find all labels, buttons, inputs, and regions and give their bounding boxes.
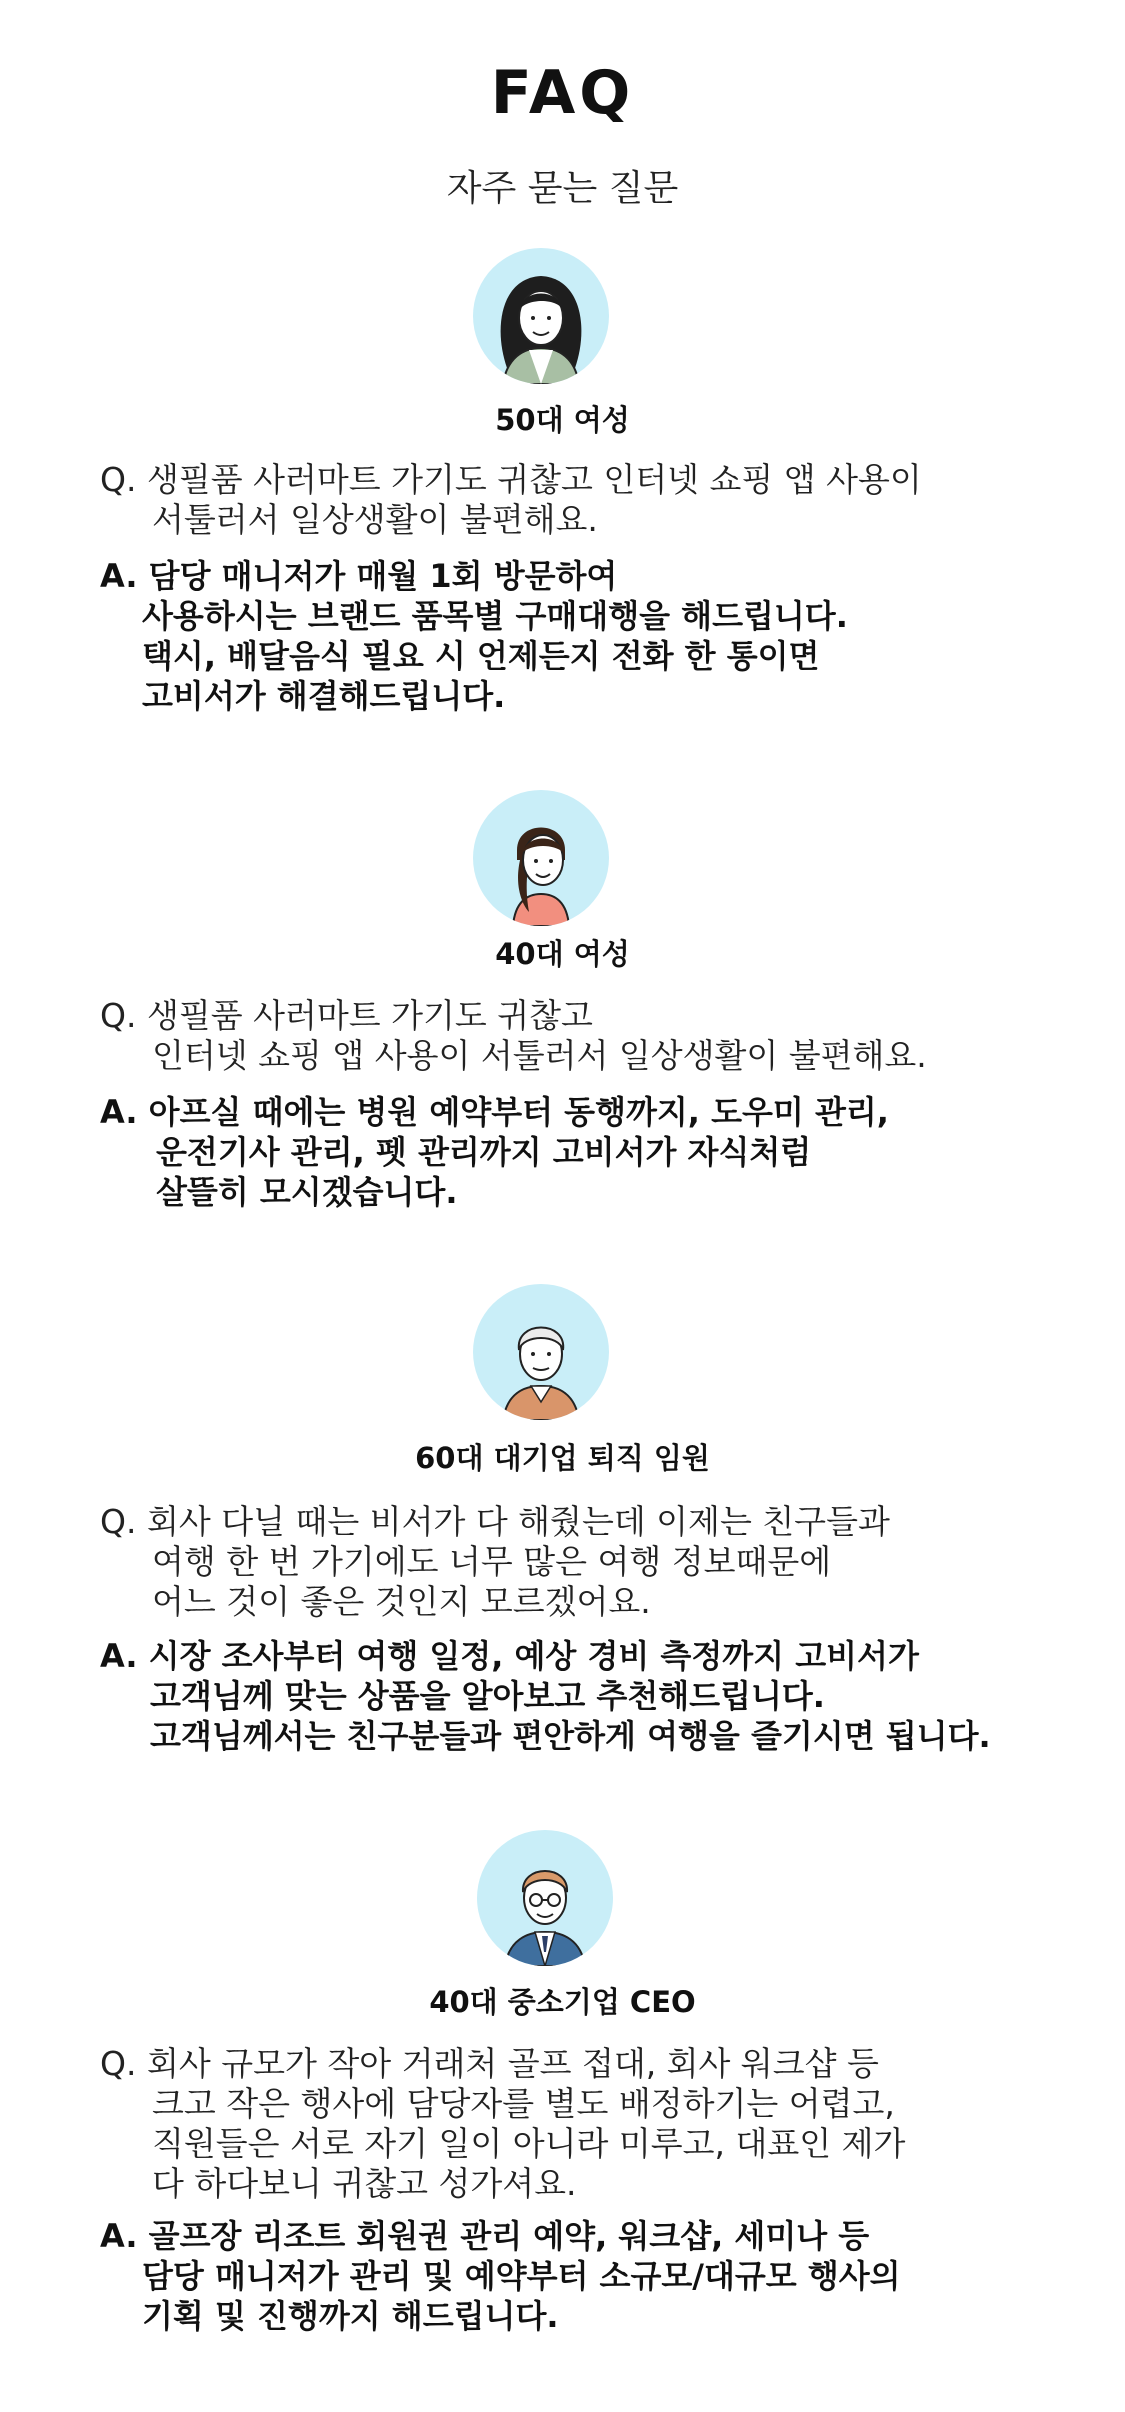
faq-answer [100,556,848,716]
answer-line: 살뜰히 모시겠습니다. [156,1173,458,1211]
faq-question [100,1502,890,1622]
faq-answer [100,1092,889,1212]
answer-line: A. 아프실 때에는 병원 예약부터 동행까지, 도우미 관리, [100,1093,889,1131]
answer-line: 고비서가 해결해드립니다. [142,677,506,715]
woman-long-hair-avatar-icon [473,248,609,384]
persona-label: 50대 여성 [495,403,630,437]
woman-ponytail-avatar-icon [473,790,609,926]
faq-question [100,2044,905,2204]
answer-line: 담당 매니저가 관리 및 예약부터 소규모/대규모 행사의 [142,2257,901,2295]
question-line: 여행 한 번 가기에도 너무 많은 여행 정보때문에 [152,1542,832,1581]
answer-line: 택시, 배달음식 필요 시 언제든지 전화 한 통이면 [142,637,820,675]
answer-line: 고객님께 맞는 상품을 알아보고 추천해드립니다. [150,1677,825,1715]
answer-line: 사용하시는 브랜드 품목별 구매대행을 해드립니다. [142,597,848,635]
question-line: Q. 생필품 사러마트 가기도 귀찮고 [100,996,593,1035]
answer-line: A. 담당 매니저가 매월 1회 방문하여 [100,557,618,595]
faq-answer [100,1636,991,1756]
question-line: 어느 것이 좋은 것인지 모르겠어요. [152,1582,651,1621]
faq-question [100,996,927,1076]
question-line: 크고 작은 행사에 담당자를 별도 배정하기는 어렵고, [152,2084,895,2123]
answer-line: A. 시장 조사부터 여행 일정, 예상 경비 측정까지 고비서가 [100,1637,919,1675]
question-line: Q. 생필품 사러마트 가기도 귀찮고 인터넷 쇼핑 앱 사용이 [100,460,922,499]
answer-line: 고객님께서는 친구분들과 편안하게 여행을 즐기시면 됩니다. [150,1717,991,1755]
persona-label: 60대 대기업 퇴직 임원 [415,1441,710,1475]
elderly-man-avatar-icon [473,1284,609,1420]
answer-line: 기획 및 진행까지 해드립니다. [142,2297,559,2335]
businessman-glasses-avatar-icon [477,1830,613,1966]
persona-label: 40대 여성 [495,937,630,971]
question-line: 직원들은 서로 자기 일이 아니라 미루고, 대표인 제가 [152,2124,906,2163]
faq-answer [100,2216,901,2336]
question-line: 다 하다보니 귀찮고 성가셔요. [152,2164,577,2203]
page-subtitle: 자주 묻는 질문 [446,168,679,209]
question-line: 인터넷 쇼핑 앱 사용이 서툴러서 일상생활이 불편해요. [152,1036,927,1075]
question-line: Q. 회사 규모가 작아 거래처 골프 접대, 회사 워크샵 등 [100,2044,879,2083]
persona-label: 40대 중소기업 CEO [429,1985,696,2019]
answer-line: 운전기사 관리, 펫 관리까지 고비서가 자식처럼 [156,1133,812,1171]
question-line: 서툴러서 일상생활이 불편해요. [152,500,598,539]
faq-question [100,460,922,540]
question-line: Q. 회사 다닐 때는 비서가 다 해줬는데 이제는 친구들과 [100,1502,890,1541]
page-title: FAQ [490,58,635,128]
answer-line: A. 골프장 리조트 회원권 관리 예약, 워크샵, 세미나 등 [100,2217,870,2255]
